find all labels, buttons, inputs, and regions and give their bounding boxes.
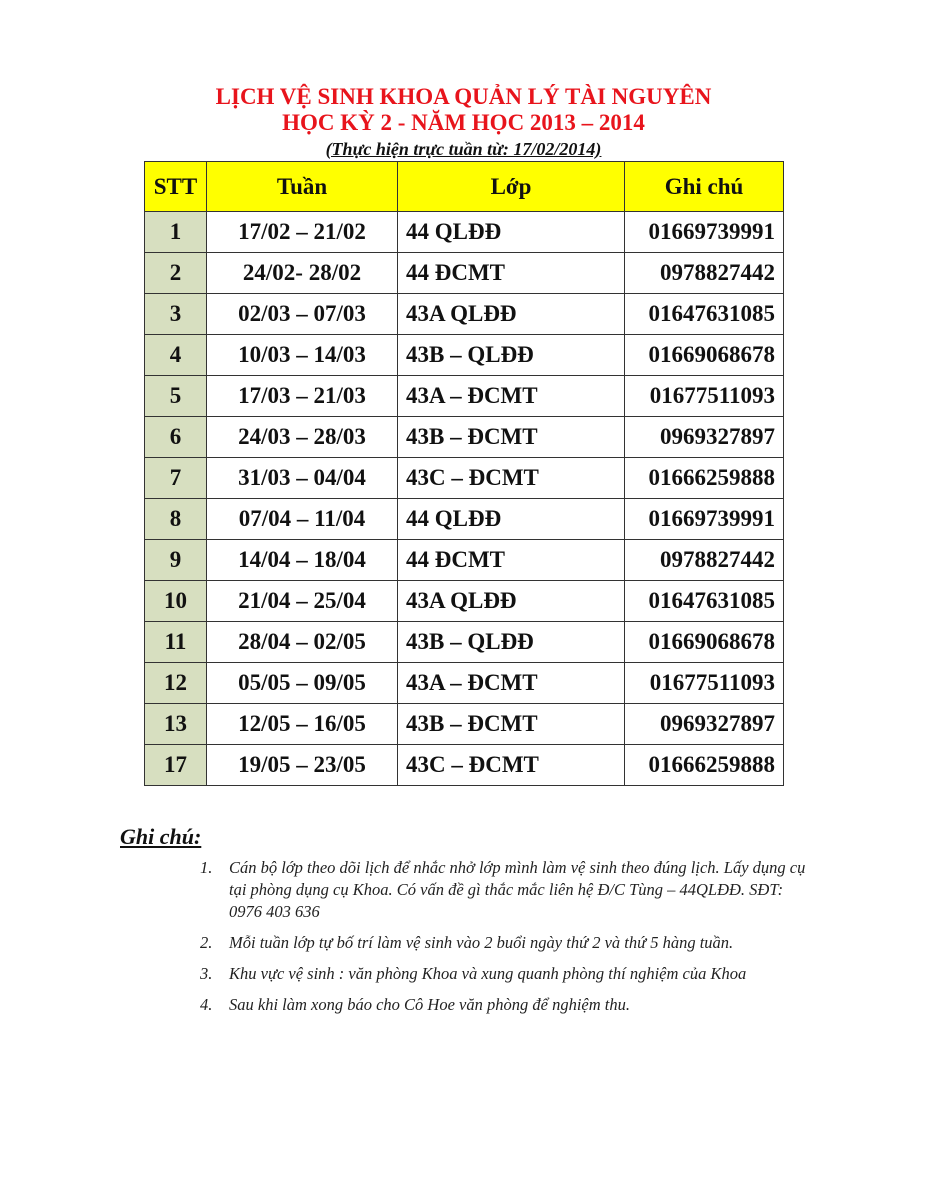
cell-note: 01647631085 — [625, 581, 784, 622]
cell-week: 14/04 – 18/04 — [207, 540, 398, 581]
cell-class: 43B – QLĐĐ — [398, 335, 625, 376]
note-text: Sau khi làm xong báo cho Cô Hoe văn phòng để nghiệm thu. — [229, 995, 630, 1014]
cell-class: 44 ĐCMT — [398, 253, 625, 294]
cell-class: 43A – ĐCMT — [398, 663, 625, 704]
cell-week: 12/05 – 16/05 — [207, 704, 398, 745]
note-item — [200, 963, 815, 985]
cell-week: 17/03 – 21/03 — [207, 376, 398, 417]
cell-class: 44 ĐCMT — [398, 540, 625, 581]
note-text: Mỗi tuần lớp tự bố trí làm vệ sinh vào 2 buổi ngày thứ 2 và thứ 5 hàng tuần. — [229, 933, 734, 952]
table-row — [145, 458, 784, 499]
table-row — [145, 335, 784, 376]
column-header-note: Ghi chú — [625, 162, 784, 212]
cell-week: 28/04 – 02/05 — [207, 622, 398, 663]
cell-note: 0978827442 — [625, 540, 784, 581]
note-text: Khu vực vệ sinh : văn phòng Khoa và xung quanh phòng thí nghiệm của Khoa — [229, 964, 747, 983]
cell-note: 01677511093 — [625, 663, 784, 704]
cell-week: 21/04 – 25/04 — [207, 581, 398, 622]
table-row — [145, 253, 784, 294]
cell-note: 01669068678 — [625, 335, 784, 376]
cell-note: 0969327897 — [625, 417, 784, 458]
cell-week: 05/05 – 09/05 — [207, 663, 398, 704]
cell-class: 43B – QLĐĐ — [398, 622, 625, 663]
column-header-week: Tuần — [207, 162, 398, 212]
cell-week: 31/03 – 04/04 — [207, 458, 398, 499]
document-subtitle: (Thực hiện trực tuần từ: 17/02/2014) — [325, 139, 602, 159]
cell-class: 43B – ĐCMT — [398, 704, 625, 745]
cell-stt: 4 — [145, 335, 207, 376]
cell-stt: 6 — [145, 417, 207, 458]
cell-stt: 7 — [145, 458, 207, 499]
table-row — [145, 212, 784, 253]
cell-week: 19/05 – 23/05 — [207, 745, 398, 786]
table-row — [145, 540, 784, 581]
notes-heading: Ghi chú: — [120, 824, 202, 849]
cell-class: 43B – ĐCMT — [398, 417, 625, 458]
cell-week: 24/02- 28/02 — [207, 253, 398, 294]
cell-week: 17/02 – 21/02 — [207, 212, 398, 253]
cell-stt: 5 — [145, 376, 207, 417]
cell-stt: 11 — [145, 622, 207, 663]
cell-stt: 1 — [145, 212, 207, 253]
cell-stt: 10 — [145, 581, 207, 622]
table-row — [145, 704, 784, 745]
cell-note: 0969327897 — [625, 704, 784, 745]
cell-note: 01669739991 — [625, 212, 784, 253]
cell-stt: 17 — [145, 745, 207, 786]
table-row — [145, 622, 784, 663]
table-row — [145, 745, 784, 786]
cell-note: 01669068678 — [625, 622, 784, 663]
table-row — [145, 663, 784, 704]
cell-note: 01666259888 — [625, 745, 784, 786]
cell-week: 07/04 – 11/04 — [207, 499, 398, 540]
note-number: 1. — [200, 858, 213, 877]
cell-class: 43A QLĐĐ — [398, 294, 625, 335]
column-header-stt: STT — [145, 162, 207, 212]
cell-class: 44 QLĐĐ — [398, 499, 625, 540]
note-item — [200, 994, 815, 1016]
note-text: Cán bộ lớp theo dõi lịch để nhắc nhở lớp mình làm vệ sinh theo đúng lịch. Lấy dụng cụ tại phòng dụng cụ Khoa. Có vấn đề gì thắc mắc liên hệ Đ/C Tùng – 44QLĐĐ. SĐT: 0976 403 636 — [229, 858, 806, 921]
note-item — [200, 857, 815, 923]
cell-week: 24/03 – 28/03 — [207, 417, 398, 458]
table-row — [145, 417, 784, 458]
note-item — [200, 932, 815, 954]
table-row — [145, 376, 784, 417]
cell-class: 44 QLĐĐ — [398, 212, 625, 253]
cell-class: 43A QLĐĐ — [398, 581, 625, 622]
cell-note: 01669739991 — [625, 499, 784, 540]
cell-stt: 9 — [145, 540, 207, 581]
cell-note: 01677511093 — [625, 376, 784, 417]
document-title-line1: LỊCH VỆ SINH KHOA QUẢN LÝ TÀI NGUYÊN — [215, 84, 712, 109]
cell-note: 01666259888 — [625, 458, 784, 499]
schedule-table — [144, 161, 784, 786]
cell-stt: 3 — [145, 294, 207, 335]
cell-stt: 12 — [145, 663, 207, 704]
table-row — [145, 294, 784, 335]
cell-class: 43C – ĐCMT — [398, 458, 625, 499]
column-header-class: Lớp — [398, 162, 625, 212]
note-number: 3. — [200, 964, 213, 983]
cell-note: 01647631085 — [625, 294, 784, 335]
notes-list — [200, 857, 815, 1025]
note-number: 2. — [200, 933, 213, 952]
cell-class: 43A – ĐCMT — [398, 376, 625, 417]
cell-week: 02/03 – 07/03 — [207, 294, 398, 335]
cell-stt: 8 — [145, 499, 207, 540]
table-row — [145, 581, 784, 622]
table-header-row — [145, 162, 784, 212]
note-number: 4. — [200, 995, 213, 1014]
table-row — [145, 499, 784, 540]
document-title-line2: HỌC KỲ 2 - NĂM HỌC 2013 – 2014 — [282, 110, 645, 135]
cell-stt: 13 — [145, 704, 207, 745]
cell-stt: 2 — [145, 253, 207, 294]
cell-week: 10/03 – 14/03 — [207, 335, 398, 376]
cell-class: 43C – ĐCMT — [398, 745, 625, 786]
cell-note: 0978827442 — [625, 253, 784, 294]
